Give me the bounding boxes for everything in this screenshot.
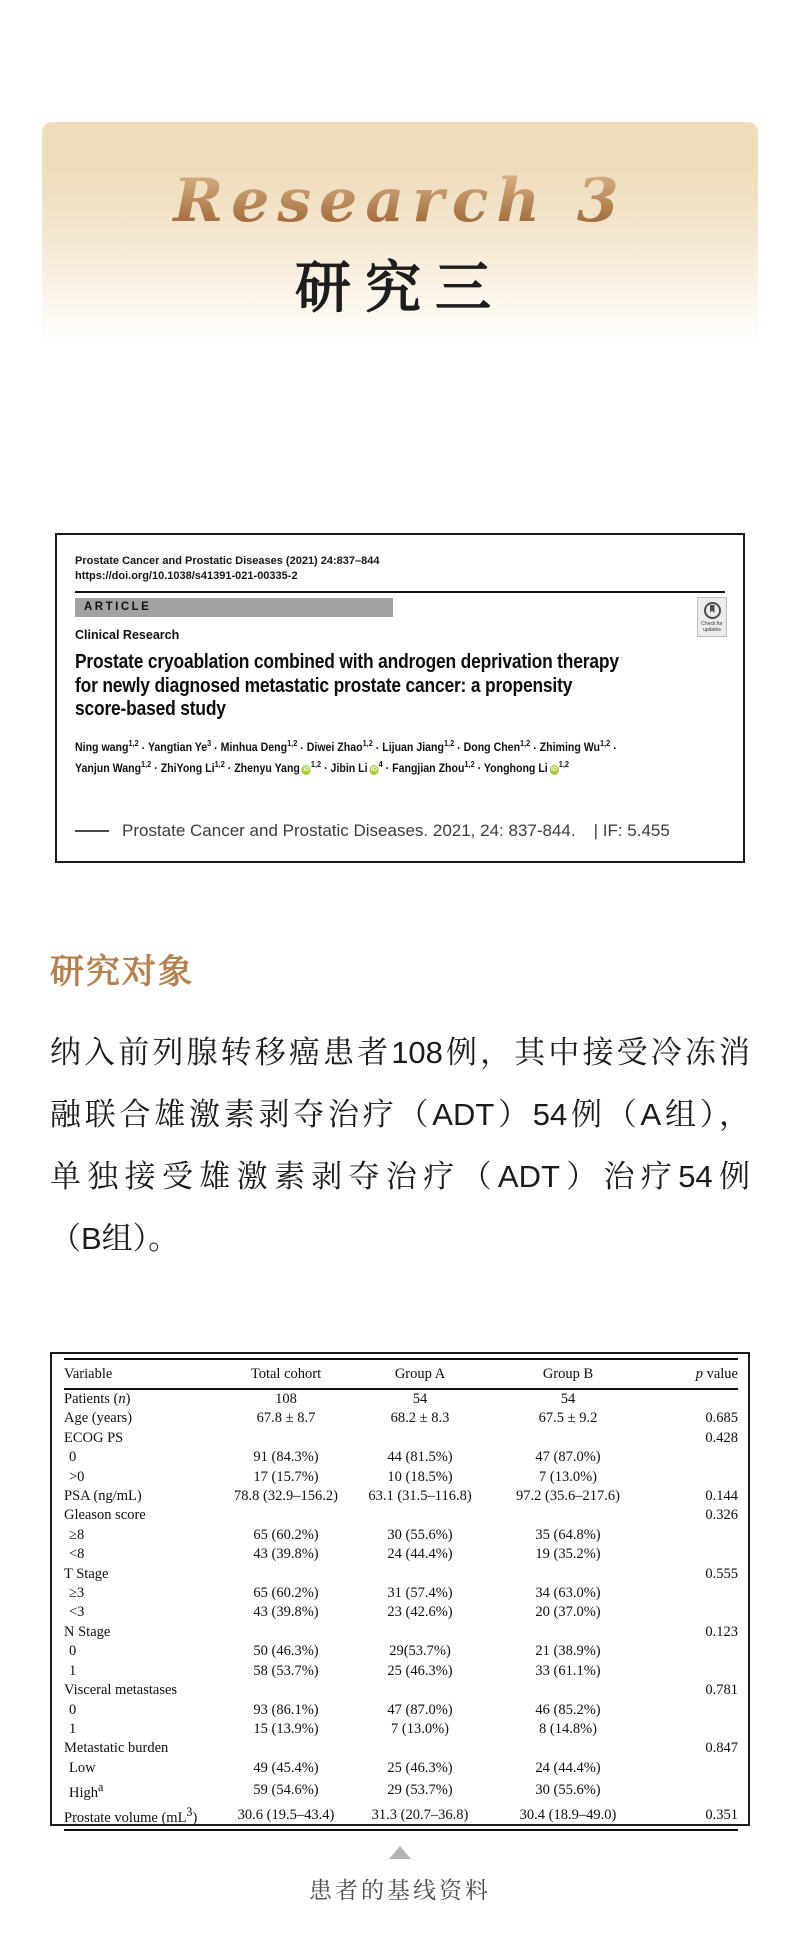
- table-cell: 54: [560, 1391, 576, 1407]
- table-cell: 1: [69, 1720, 77, 1737]
- article-type-bar: ARTICLE: [75, 598, 393, 617]
- table-row: [64, 1603, 738, 1622]
- table-cell: 30.4 (18.9–49.0): [484, 1803, 652, 1829]
- orcid-icon: iD: [371, 765, 378, 773]
- table-cell: 47 (87.0%): [535, 1449, 601, 1466]
- table-cell: 35 (64.8%): [535, 1526, 601, 1543]
- table-row: [64, 1468, 738, 1487]
- table-cell: Patients (n): [64, 1391, 131, 1407]
- table-cell: [652, 1701, 738, 1720]
- table-cell: 10 (18.5%): [387, 1468, 453, 1485]
- table-row: [64, 1739, 738, 1758]
- table-cell: 65 (60.2%): [253, 1526, 319, 1543]
- table-cell: [356, 1623, 484, 1642]
- research-script-title: Research 3: [42, 166, 758, 236]
- table-cell: [652, 1545, 738, 1564]
- table-row: [64, 1448, 738, 1467]
- author: Lijuan Jiang$^{1,2}$: [382, 739, 455, 755]
- orcid-icon: iD: [303, 765, 310, 773]
- author: Dong Chen$^{1,2}$: [463, 739, 531, 755]
- table-header-cell: Group B: [484, 1359, 652, 1389]
- author: Minhua Deng$^{1,2}$: [220, 739, 298, 755]
- check-updates-icon: [704, 602, 721, 619]
- table-header-row: [64, 1359, 738, 1389]
- table-cell: 0: [69, 1449, 77, 1466]
- table-cell: 0.123: [705, 1623, 738, 1640]
- citation-dash: [75, 830, 109, 832]
- author: Yonghong Li iD$^{1,2}$: [483, 759, 570, 775]
- table-cell: 34 (63.0%): [535, 1585, 601, 1602]
- table-cell: [356, 1681, 484, 1700]
- table-cell: 17 (15.7%): [253, 1468, 319, 1485]
- author: Diwei Zhao$^{1,2}$: [306, 739, 373, 755]
- table-row: [64, 1565, 738, 1584]
- table-row: [64, 1642, 738, 1661]
- table-row: [64, 1623, 738, 1642]
- table-cell: 43 (39.8%): [253, 1604, 319, 1621]
- table-cell: Prostate volume $(mL^3)$: [64, 1803, 216, 1829]
- table-cell: 0.555: [705, 1565, 738, 1582]
- section-title: 研究对象: [50, 954, 194, 991]
- table-cell: [652, 1526, 738, 1545]
- table-cell: 0.685: [705, 1410, 738, 1427]
- table-cell: 33 (61.1%): [535, 1662, 601, 1679]
- table-row: [64, 1662, 738, 1681]
- article-category: Clinical Research: [75, 628, 180, 642]
- table-cell: 0.326: [705, 1507, 738, 1524]
- table-cell: 67.5 ± 9.2: [538, 1410, 598, 1427]
- table-cell: 7 (13.0%): [539, 1468, 597, 1485]
- table-cell: PSA (ng/mL): [64, 1488, 142, 1505]
- author: Fangjian Zhou$^{1,2}$: [392, 759, 475, 775]
- doi-link: https://doi.org/10.1038/s41391-021-00335-2: [75, 570, 298, 582]
- table-cell: [652, 1448, 738, 1467]
- impact-factor: | IF: 5.455: [593, 821, 670, 841]
- table-cell: [356, 1565, 484, 1584]
- table-cell: ≥3: [69, 1585, 85, 1602]
- table-cell: [216, 1681, 356, 1700]
- table-cell: [652, 1584, 738, 1603]
- article-title: Prostate cryoablation combined with androgen deprivation therapy for newly diagnosed metastatic prostate cancer: a propensity score-based study: [75, 651, 619, 720]
- table-cell: 44 (81.5%): [387, 1449, 453, 1466]
- table-row: [64, 1701, 738, 1720]
- table-cell: [484, 1623, 652, 1642]
- table-cell: ECOG PS: [64, 1429, 124, 1446]
- table-cell: 46 (85.2%): [535, 1701, 601, 1718]
- table-cell: 0.847: [705, 1740, 738, 1757]
- table-cell: 54: [412, 1391, 428, 1407]
- table-cell: 31.3 (20.7–36.8): [356, 1803, 484, 1829]
- citation-row: [75, 821, 725, 841]
- table-cell: 49 (45.4%): [253, 1759, 319, 1776]
- table-row: [64, 1720, 738, 1739]
- table-cell: 108: [275, 1391, 297, 1407]
- table-cell: [216, 1506, 356, 1525]
- table-cell: 30.6 (19.5–43.4): [216, 1803, 356, 1829]
- table-cell: 59 (54.6%): [253, 1782, 319, 1799]
- check-for-updates-badge: [697, 597, 727, 637]
- table-cell: [652, 1778, 738, 1803]
- table-cell: 24 (44.4%): [535, 1759, 601, 1776]
- table-cell: 29 (53.7%): [387, 1782, 453, 1799]
- table-cell: 1: [69, 1662, 77, 1679]
- table-cell: 67.8 ± 8.7: [256, 1410, 316, 1427]
- table-cell: Metastatic burden: [64, 1740, 169, 1757]
- table-cell: [484, 1739, 652, 1758]
- paragraph-line: 融联合雄激素剥夺治疗（ADT）54例（A组），: [50, 1097, 750, 1132]
- table-cell: 30 (55.6%): [535, 1782, 601, 1799]
- table-header-cell: Group A: [356, 1359, 484, 1389]
- header-rule: [75, 591, 725, 593]
- table-cell: 21 (38.9%): [535, 1643, 601, 1660]
- table-cell: [652, 1759, 738, 1778]
- table-cell: 68.2 ± 8.3: [390, 1410, 450, 1427]
- table-cell: N Stage: [64, 1623, 111, 1640]
- table-cell: T Stage: [64, 1565, 109, 1582]
- table-cell: High$^a$: [69, 1780, 104, 1801]
- table-cell: 93 (86.1%): [253, 1701, 319, 1718]
- table-row: [64, 1803, 738, 1829]
- table-row: [64, 1526, 738, 1545]
- table-cell: <3: [69, 1604, 85, 1621]
- table-cell: Low: [69, 1759, 96, 1776]
- table-cell: Visceral metastases: [64, 1682, 178, 1699]
- table-cell: [484, 1429, 652, 1448]
- author: ZhiYong Li$^{1,2}$: [160, 759, 225, 775]
- journal-citation-line: Prostate Cancer and Prostatic Diseases (2021) 24:837–844: [75, 555, 380, 567]
- table-cell: 0.781: [705, 1682, 738, 1699]
- table-cell: [652, 1642, 738, 1661]
- table-row: [64, 1545, 738, 1564]
- header-banner: [42, 122, 758, 346]
- orcid-icon: iD: [551, 765, 558, 773]
- paragraph-line: 纳入前列腺转移癌患者108例，其中接受冷冻消: [50, 1035, 750, 1070]
- table-cell: [356, 1506, 484, 1525]
- table-cell: [484, 1565, 652, 1584]
- author: Jibin Li $iD^4$: [330, 759, 383, 775]
- table-row: [64, 1429, 738, 1448]
- baseline-table: [64, 1358, 738, 1831]
- check-updates-label-line1: Check for: [701, 621, 723, 627]
- table-cell: 43 (39.8%): [253, 1546, 319, 1563]
- paragraph-line: 单独接受雄激素剥夺治疗（ADT）治疗54例: [50, 1159, 750, 1194]
- table-cell: [216, 1623, 356, 1642]
- table-cell: 19 (35.2%): [535, 1546, 601, 1563]
- table-cell: [652, 1468, 738, 1487]
- table-cell: 65 (60.2%): [253, 1585, 319, 1602]
- author-list: [75, 737, 756, 778]
- table-cell: [216, 1565, 356, 1584]
- table-row: [64, 1759, 738, 1778]
- table-cell: 91 (84.3%): [253, 1449, 319, 1466]
- table-cell: 97.2 (35.6–217.6): [516, 1488, 620, 1505]
- research-zh-title: 研究三: [295, 258, 505, 320]
- table-cell: 0.144: [705, 1488, 738, 1505]
- table-cell: 7 (13.0%): [391, 1720, 449, 1737]
- table-cell: [356, 1739, 484, 1758]
- table-header-cell: Total cohort: [216, 1359, 356, 1389]
- table-cell: Age (years): [64, 1410, 133, 1427]
- paper-screenshot-box: [55, 533, 745, 863]
- author-line-2: Yanjun Wang$^{1,2}$ · ZhiYong Li$^{1,2}$ · Zhenyu Yang iD$^{1,2}$ · Jibin Li $iD^4$ · Fangjian Zhou$^{1,2}$ · Yonghong Li iD$^{1,2}$: [75, 759, 570, 775]
- table-cell: [484, 1681, 652, 1700]
- table-cell: >0: [69, 1468, 85, 1485]
- table-cell: 25 (46.3%): [387, 1759, 453, 1776]
- table-header-cell: p value: [652, 1359, 738, 1389]
- table-cell: [652, 1720, 738, 1739]
- table-row: [64, 1506, 738, 1525]
- author: Yanjun Wang$^{1,2}$: [75, 759, 152, 775]
- paragraph-line: （B组）。: [50, 1221, 180, 1256]
- author: Yangtian Ye$^3$: [147, 739, 212, 755]
- table-cell: 29(53.7%): [389, 1643, 451, 1660]
- table-cell: [652, 1603, 738, 1622]
- table-row: [64, 1584, 738, 1603]
- table-header-cell: Variable: [64, 1359, 216, 1389]
- table-cell: 0.428: [705, 1429, 738, 1446]
- table-cell: 20 (37.0%): [535, 1604, 601, 1621]
- table-cell: [484, 1506, 652, 1525]
- table-cell: [216, 1739, 356, 1758]
- collapse-arrow-icon: [389, 1846, 411, 1859]
- table-row: [64, 1409, 738, 1428]
- citation-text: Prostate Cancer and Prostatic Diseases. 2021, 24: 837-844.: [122, 821, 576, 841]
- table-cell: [652, 1389, 738, 1409]
- table-row: [64, 1778, 738, 1803]
- table-cell: 47 (87.0%): [387, 1701, 453, 1718]
- table-cell: 24 (44.4%): [387, 1546, 453, 1563]
- table-cell: 78.8 (32.9–156.2): [234, 1488, 338, 1505]
- table-cell: Gleason score: [64, 1507, 146, 1524]
- table-row: [64, 1487, 738, 1506]
- table-cell: 15 (13.9%): [253, 1720, 319, 1737]
- table-row: [64, 1389, 738, 1409]
- table-cell: 58 (53.7%): [253, 1662, 319, 1679]
- author: Ning wang$^{1,2}$: [75, 739, 139, 755]
- author: Zhenyu Yang iD$^{1,2}$: [234, 759, 322, 775]
- table-caption: 患者的基线资料: [309, 1877, 491, 1903]
- table-cell: [356, 1429, 484, 1448]
- table-cell: <8: [69, 1546, 85, 1563]
- table-cell: 0: [69, 1701, 77, 1718]
- table-cell: 50 (46.3%): [253, 1643, 319, 1660]
- table-row: [64, 1681, 738, 1700]
- check-updates-label-line2: updates: [703, 626, 721, 633]
- study-paragraph: [50, 1022, 750, 1270]
- author-line-1: Ning wang$^{1,2}$ · Yangtian $Ye^3$ · Minhua Deng$^{1,2}$ · Diwei Zhao$^{1,2}$ · Lijuan Jiang$^{1,2}$ · Dong Chen$^{1,2}$ · Zhiming Wu$^{1,2}$ ·: [75, 739, 617, 755]
- author: Zhiming Wu$^{1,2}$: [539, 739, 611, 755]
- table-cell: 0: [69, 1643, 77, 1660]
- table-cell: 30 (55.6%): [387, 1526, 453, 1543]
- table-cell: 31 (57.4%): [387, 1585, 453, 1602]
- table-cell: 23 (42.6%): [387, 1604, 453, 1621]
- table-cell: [216, 1429, 356, 1448]
- table-cell: [652, 1662, 738, 1681]
- table-cell: ≥8: [69, 1526, 85, 1543]
- table-cell: 0.351: [652, 1803, 738, 1829]
- baseline-table-box: [50, 1352, 750, 1826]
- table-cell: 25 (46.3%): [387, 1662, 453, 1679]
- table-cell: 63.1 (31.5–116.8): [368, 1488, 472, 1505]
- table-cell: 8 (14.8%): [539, 1720, 597, 1737]
